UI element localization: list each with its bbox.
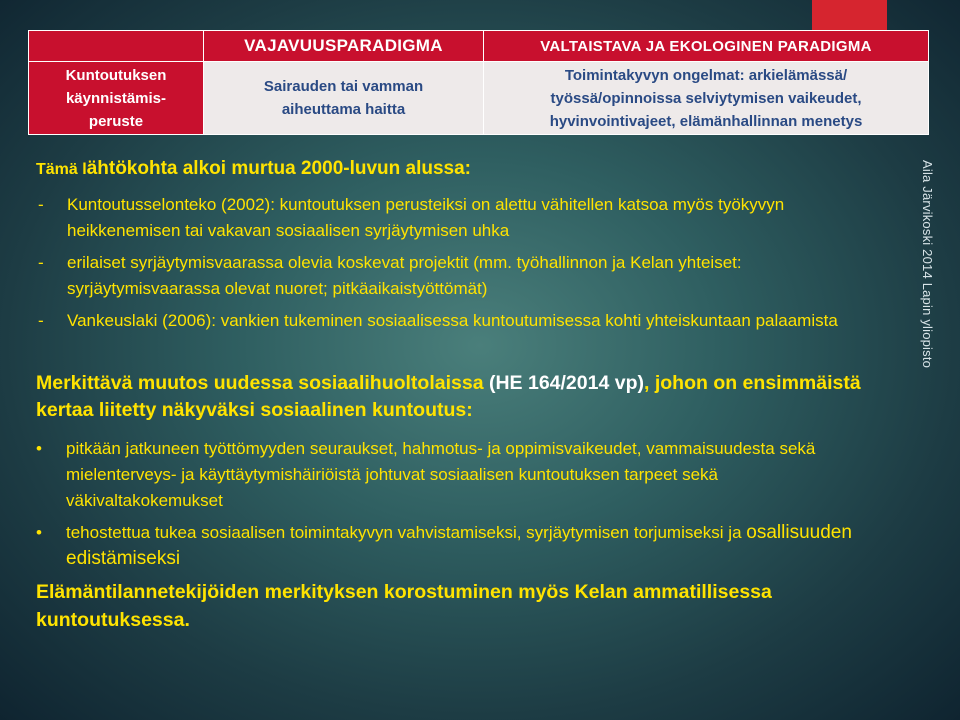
bullet-text-emphasis: osallisuuden edistämiseksi	[66, 522, 852, 569]
empowering-paradigm-cell	[484, 62, 929, 135]
bullet-text: pitkään jatkuneen työttömyyden seuraukset, hahmotus- ja oppimisvaikeudet, vammaisuudesta sekä mielenterveys- ja käyttäytymishäiriöistä johtuvat sosiaalisen kuntoutuksen tarpeet sekä väkivaltakokemukset	[66, 439, 816, 510]
dash-list-item: - Vankeuslaki (2006): vankien tukeminen sosiaalisessa kuntoutumisessa kohti yhteiskuntaan palaamista	[36, 308, 876, 334]
bullet-list	[36, 436, 876, 572]
header-cell-deficit-paradigm: VAJAVUUSPARADIGMA	[204, 31, 484, 62]
deficit-cell-line: aiheuttama haitta	[281, 101, 406, 118]
row-label-line: Kuntoutuksen	[65, 66, 167, 84]
corner-accent-block	[812, 0, 887, 30]
dash-list-item: - erilaiset syrjäytymisvaarassa olevia koskevat projektit (mm. työhallinnon ja Kelan yhteiset: syrjäytymisvaarassa olevat nuoret; pitkäaikaistyöttömät)	[36, 250, 876, 302]
row-label-line: peruste	[88, 112, 144, 130]
empowering-cell-line: hyvinvointivajeet, elämänhallinnan menetys	[549, 112, 863, 130]
slide-content	[36, 158, 876, 634]
row-label-cell	[29, 62, 204, 135]
author-credit: Aila Järvikoski 2014 Lapin yliopisto	[920, 160, 935, 369]
law-change-part2: , johon on ensimmäistä kertaa liitetty näkyväksi sosiaalinen kuntoutus:	[36, 372, 861, 421]
empowering-cell-line: Toimintakyvyn ongelmat: arkielämässä/	[564, 66, 848, 84]
law-change-part1: Merkittävä muutos uudessa sosiaalihuoltolaissa	[36, 372, 489, 394]
bullet-text: tehostettua tukea sosiaalisen toimintakyvyn vahvistamiseksi, syrjäytymisen torjumiseksi ja	[66, 523, 747, 542]
deficit-paradigm-cell	[204, 62, 484, 135]
dash-list	[36, 192, 876, 334]
header-cell-empowering-paradigm: VALTAISTAVA JA EKOLOGINEN PARADIGMA	[484, 31, 929, 62]
bullet-list-item	[36, 436, 876, 514]
paradigm-table-body-row	[29, 62, 929, 135]
empowering-cell-line: työssä/opinnoissa selviytymisen vaikeudet,	[550, 89, 862, 107]
row-label-line: käynnistämis-	[65, 89, 167, 107]
closing-statement: Elämäntilannetekijöiden merkityksen korostuminen myös Kelan ammatillisessa kuntoutuksessa.	[36, 581, 772, 631]
bullet-list-item	[36, 520, 876, 572]
law-reference: (HE 164/2014 vp)	[488, 372, 644, 394]
law-change-heading	[36, 370, 876, 424]
intro-heading	[36, 158, 876, 180]
paradigm-table	[28, 30, 929, 135]
header-cell-empty	[29, 31, 204, 62]
paradigm-table-header-row	[29, 31, 929, 62]
intro-rest: ähtökohta alkoi murtua 2000-luvun alussa:	[86, 158, 472, 179]
intro-prefix: Tämä l	[36, 161, 87, 178]
deficit-cell-line: Sairauden tai vamman	[263, 78, 424, 95]
dash-list-item: - Kuntoutusselonteko (2002): kuntoutuksen perusteiksi on alettu vähitellen katsoa myös työkyvyn heikkenemisen tai vakavan sosiaalisen syrjäytymisen uhka	[36, 192, 876, 244]
